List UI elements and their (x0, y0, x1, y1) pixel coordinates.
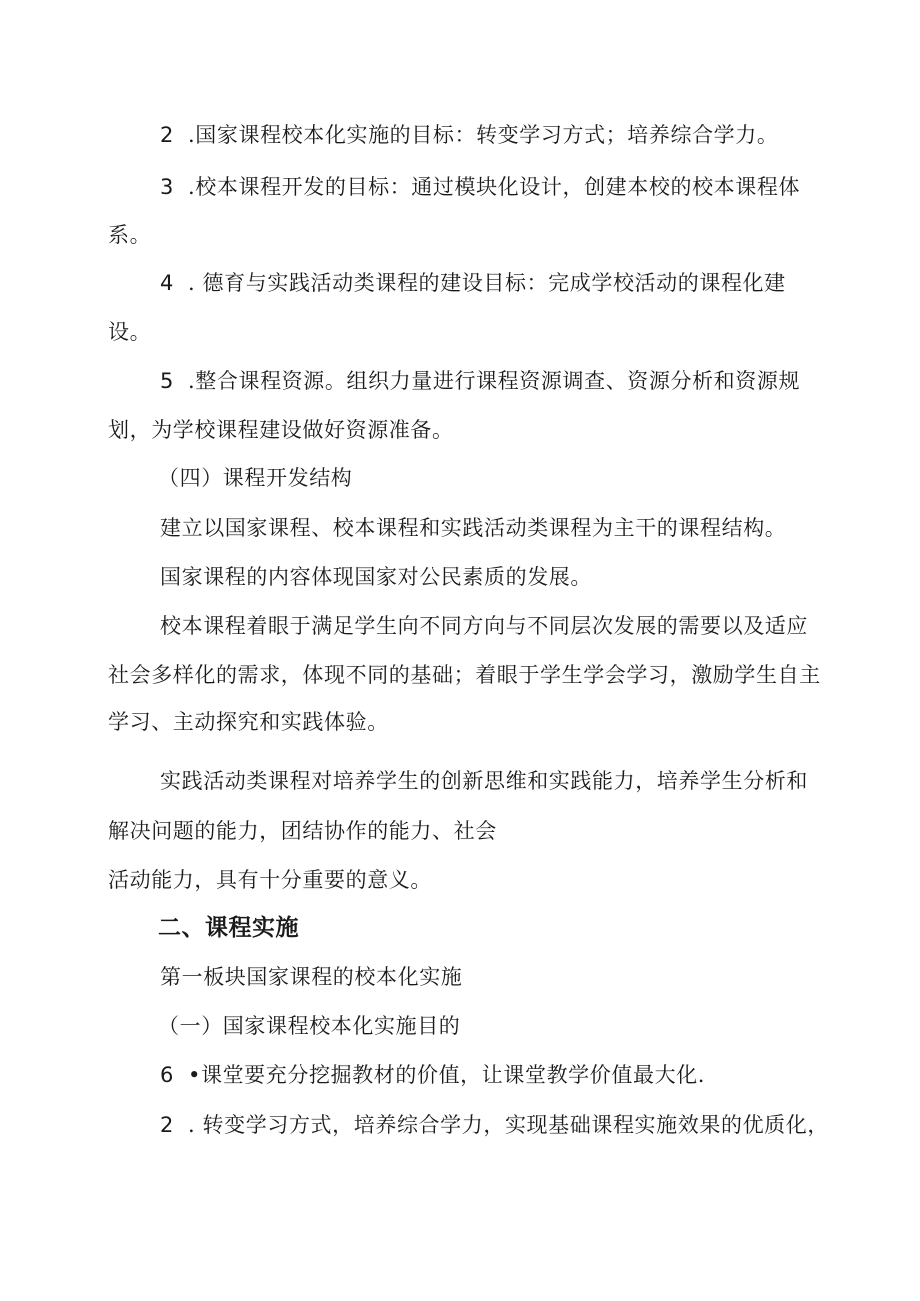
item-number: 5 (160, 369, 174, 393)
paragraph-school-course-line-1: 校本课程着眼于满足学生向不同方向与不同层次发展的需要以及适应 (160, 614, 808, 638)
paragraph-practice-line-1: 实践活动类课程对培养学生的创新思维和实践能力，培养学生分析和 (160, 769, 808, 793)
goal-item-4 (160, 268, 786, 298)
paragraph-school-course-line-3: 学习、主动探究和实践体验。 (108, 710, 389, 734)
item-number: 2 (160, 123, 174, 147)
goal-item-3-continuation: 系。 (108, 223, 152, 247)
block-title: 第一板块国家课程的校本化实施 (160, 965, 463, 989)
item-number: 6 (160, 1063, 174, 1087)
paragraph-structure: 建立以国家课程、校本课程和实践活动类课程为主干的课程结构。 (160, 516, 787, 540)
item-text: •课堂要充分挖掘教材的价值，让课堂教学价值最大化. (188, 1063, 706, 1087)
item-number: 2 (160, 1113, 174, 1137)
paragraph-school-course-line-2: 社会多样化的需求，体现不同的基础；着眼于学生学会学习，激励学生自主 (108, 663, 821, 687)
item-number: 3 (160, 175, 174, 199)
paragraph-practice-line-2: 解决问题的能力，团结协作的能力、社会 (108, 819, 497, 843)
goal-item-2 (160, 120, 778, 150)
paragraph-national-course: 国家课程的内容体现国家对公民素质的发展。 (160, 565, 592, 589)
section-title: （四）课程开发结构 (158, 466, 353, 490)
chapter-heading: 二、课程实施 (158, 915, 299, 941)
goal-item-3 (160, 172, 800, 202)
item-text: .国家课程校本化实施的目标：转变学习方式；培养综合学力。 (188, 123, 779, 147)
paragraph-practice-line-3: 活动能力，具有十分重要的意义。 (108, 868, 432, 892)
purpose-item-6 (160, 1060, 705, 1090)
item-text-end: 效果的优质化， (677, 1113, 829, 1137)
purpose-item-2 (160, 1110, 829, 1140)
item-text: . 转变学习方式，培养综合学力，实现 (188, 1113, 549, 1137)
item-number: 4 (160, 271, 174, 295)
subsection-title: （一）国家课程校本化实施目的 (158, 1014, 461, 1038)
item-text: . 德育与实践活动类课程的建设目标：完成学校活动的课程化建 (188, 271, 786, 295)
goal-item-4-continuation: 设。 (108, 320, 152, 344)
item-text: .整合课程资源。组织力量进行课程资源调查、资源分析和资源规 (188, 369, 801, 393)
goal-item-5 (160, 366, 800, 396)
item-text-highlight: 基础课程实施 (548, 1113, 678, 1137)
item-text: .校本课程开发的目标：通过模块化设计，创建本校的校本课程体 (188, 175, 801, 199)
goal-item-5-continuation: 划，为学校课程建设做好资源准备。 (108, 418, 454, 442)
